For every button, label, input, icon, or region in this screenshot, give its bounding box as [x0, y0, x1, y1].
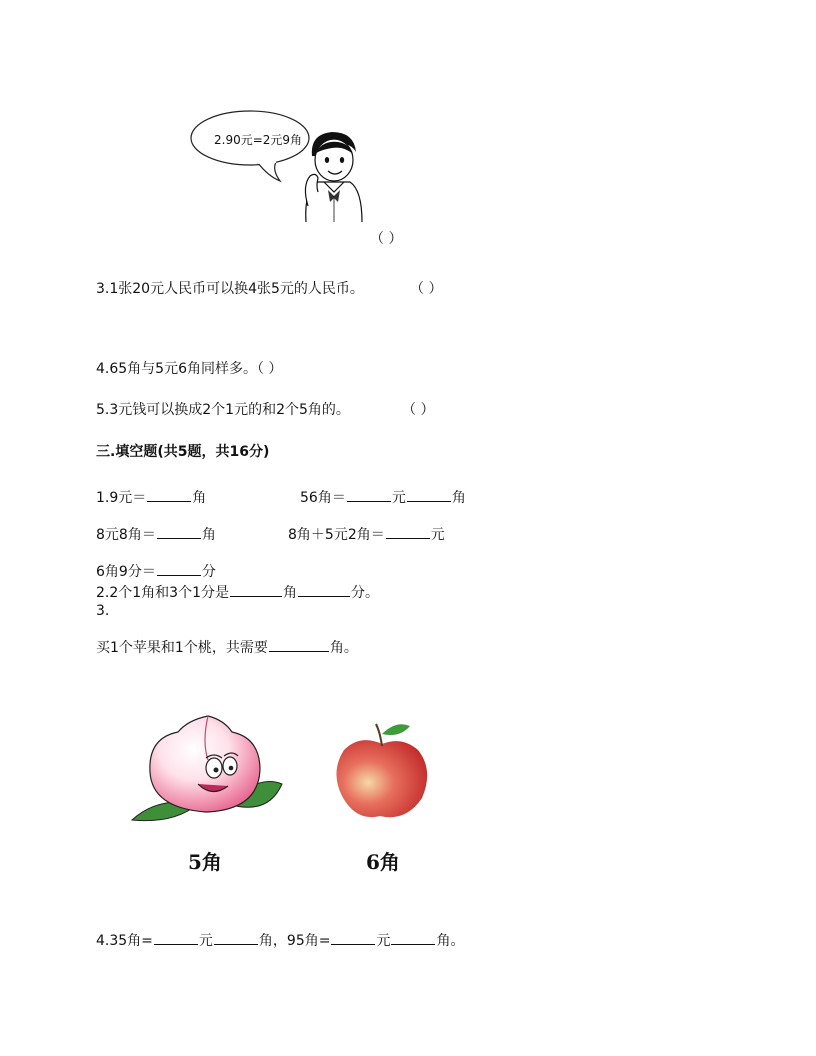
fill3-number: 3. [96, 603, 110, 619]
fill2-blank-1[interactable] [230, 582, 282, 597]
fill1-c-unit: 角 [201, 527, 216, 543]
fill1-d-unit: 元 [430, 527, 445, 543]
fill1-b-unit-2: 角 [451, 490, 466, 506]
fill1-e-unit: 分 [201, 564, 216, 580]
q2-answer-paren[interactable]: （ ） [370, 231, 403, 247]
section-heading: 三.填空题(共5题，共16分) [96, 444, 270, 460]
fill1-c-prefix: 8元8角＝ [96, 527, 156, 543]
apple-illustration [330, 720, 434, 824]
fill4-unit-4: 角。 [436, 933, 465, 949]
fill1-b-prefix: 56角＝ [300, 490, 346, 506]
fill1-b [300, 487, 466, 507]
fill1-e [96, 561, 216, 581]
peach-price: 5角 [188, 850, 222, 874]
fill1-d-blank[interactable] [386, 524, 430, 539]
q3-text: 3.1张20元人民币可以换4张5元的人民币。 [96, 281, 364, 297]
fill1-a-unit: 角 [192, 490, 207, 506]
fill2-unit-2: 分。 [351, 585, 379, 601]
fill4-unit-3: 元 [376, 933, 391, 949]
q4-text: 4.65角与5元6角同样多。（ ） [96, 361, 283, 377]
fill1-a-blank[interactable] [147, 487, 191, 502]
fill4-blank-4[interactable] [391, 930, 435, 945]
fill1-e-prefix: 6角9分＝ [96, 564, 156, 580]
fill3-question [96, 637, 358, 657]
fill1-d-prefix: 8角＋5元2角＝ [288, 527, 385, 543]
fill4-blank-2[interactable] [214, 930, 258, 945]
fill1-c-blank[interactable] [157, 524, 201, 539]
fill3-blank[interactable] [269, 637, 329, 652]
boy-illustration [292, 126, 364, 224]
apple-price: 6角 [366, 850, 400, 874]
fill2 [96, 582, 379, 602]
bubble-text: 2.90元=2元9角 [214, 133, 303, 147]
fill4-prefix: 4.35角= [96, 933, 153, 949]
fill2-unit-1: 角 [283, 585, 297, 601]
fill4 [96, 930, 464, 950]
fill3-prefix: 买1个苹果和1个桃，共需要 [96, 640, 268, 656]
fill1-e-blank[interactable] [157, 561, 201, 576]
fill2-blank-2[interactable] [298, 582, 350, 597]
fill1-b-unit-1: 元 [391, 490, 406, 506]
fill1-d [288, 524, 445, 544]
fill1-b-blank-1[interactable] [347, 487, 391, 502]
fill1-b-blank-2[interactable] [407, 487, 451, 502]
fill1-a [96, 487, 206, 507]
peach-illustration [128, 712, 286, 830]
fill4-unit-2: 角，95角= [258, 933, 331, 949]
fill4-blank-1[interactable] [154, 930, 198, 945]
q5-text: 5.3元钱可以换成2个1元的和2个5角的。 [96, 402, 350, 418]
fill4-blank-3[interactable] [331, 930, 375, 945]
fill1-a-prefix: 1.9元＝ [96, 490, 147, 506]
q5-answer-paren[interactable]: （ ） [402, 402, 435, 418]
fill3-unit: 角。 [329, 640, 358, 656]
fill2-prefix: 2.2个1角和3个1分是 [96, 585, 229, 601]
q3-answer-paren[interactable]: （ ） [410, 281, 443, 297]
fill1-c [96, 524, 216, 544]
fill4-unit-1: 元 [198, 933, 213, 949]
